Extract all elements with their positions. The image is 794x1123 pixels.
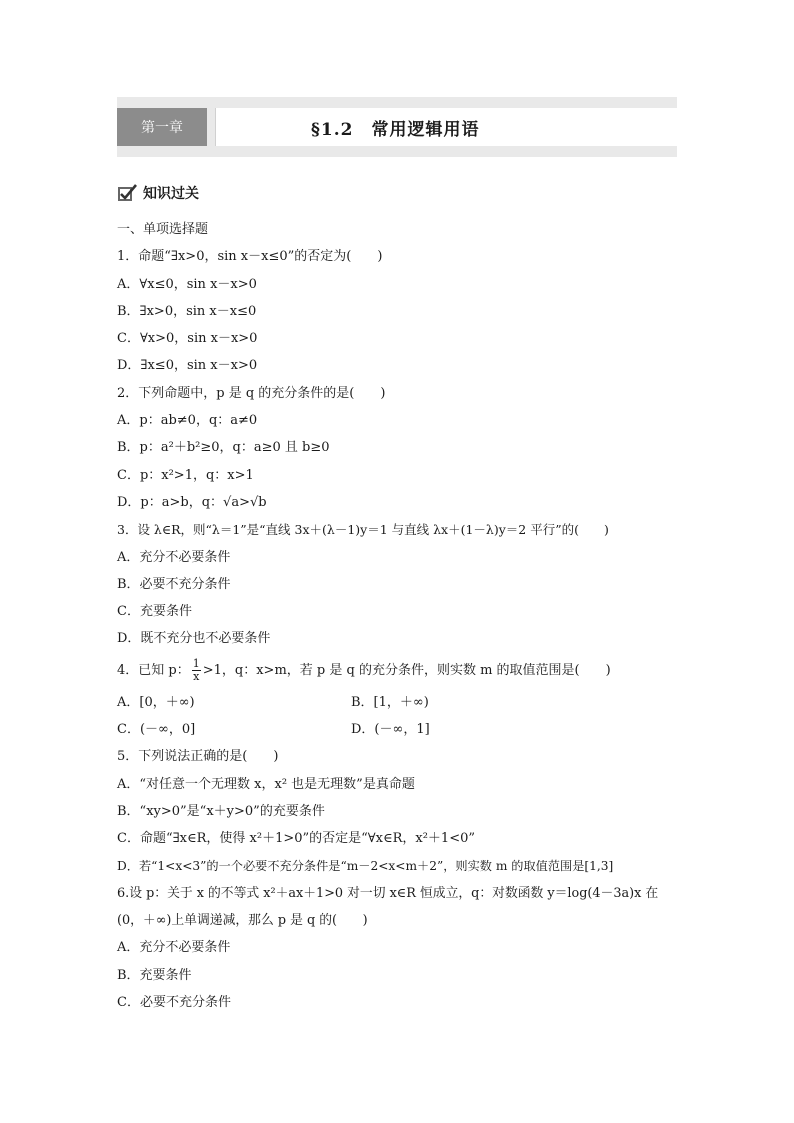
q4-text-post: >1，q：x>m，若 p 是 q 的充分条件，则实数 m 的取值范围是( ) [202,662,611,678]
q2-option-a: A．p：ab≠0，q：a≠0 [117,413,258,429]
q3-option-b: B．必要不充分条件 [117,576,231,592]
q4-option-c: C．(－∞，0] [117,722,196,738]
page-title: §1.2 常用逻辑用语 [311,119,480,140]
title-box [215,108,678,146]
question-6: 6.设 p：关于 x 的不等式 x²＋ax＋1>0 对一切 x∈R 恒成立，q：对数函数 y＝log(4－3a)x 在(0，＋∞)上单调递减，那么 p 是 q 的( ) [117,885,659,929]
section-heading [117,183,199,203]
section-title: 知识过关 [143,186,199,202]
section-label: 一、单项选择题 [117,222,209,237]
checkbox-checked-icon [117,184,137,202]
q4-option-a: A．[0，＋∞) [117,694,195,710]
question-1: 1．命题“∃x>0，sin x－x≤0”的否定为( ) [117,249,383,265]
chapter-tab: 第一章 [117,108,207,146]
q4-fraction [192,658,201,683]
q4-fraction-den: x [193,669,200,683]
q2-option-c: C．p：x²>1，q：x>1 [117,467,254,483]
q3-option-c: C．充要条件 [117,604,192,620]
q1-option-d: D．∃x≤0，sin x－x>0 [117,358,258,374]
q6-option-a: A．充分不必要条件 [117,940,231,956]
q4-options-row-1 [117,689,679,716]
question-2: 2．下列命题中，p 是 q 的充分条件的是( ) [117,385,386,401]
q3-option-d: D．既不充分也不必要条件 [117,631,271,647]
question-content [117,216,679,1016]
q5-option-b: B．“xy>0”是“x＋y>0”的充要条件 [117,803,325,819]
question-4 [117,653,679,689]
q4-option-d: D．(－∞，1] [351,722,430,738]
q1-option-b: B．∃x>0，sin x－x≤0 [117,303,257,319]
q5-option-d: D．若“1<x<3”的一个必要不充分条件是“m－2<x<m＋2”，则实数 m 的取值范围是[1,3] [117,858,614,873]
q2-option-d: D．p：a>b，q：√a>√b [117,494,267,510]
q6-option-c: C．必要不充分条件 [117,995,231,1011]
q4-options-row-2 [117,716,679,743]
q6-option-b: B．充要条件 [117,967,192,983]
q5-option-c: C．命题“∃x∈R，使得 x²＋1>0”的否定是“∀x∈R，x²＋1<0” [117,831,476,847]
q4-text-pre: 4．已知 p： [117,662,190,678]
q2-option-b: B．p：a²＋b²≥0，q：a≥0 且 b≥0 [117,440,330,456]
q3-option-a: A．充分不必要条件 [117,549,231,565]
q4-option-b: B．[1，＋∞) [351,694,429,710]
q5-option-a: A．“对任意一个无理数 x，x² 也是无理数”是真命题 [117,776,415,792]
q1-option-c: C．∀x>0，sin x－x>0 [117,331,258,347]
question-3: 3．设 λ∈R，则“λ＝1”是“直线 3x＋(λ－1)y＝1 与直线 λx＋(1－λ)y＝2 平行”的( ) [117,522,609,538]
q1-option-a: A．∀x≤0，sin x－x>0 [117,276,257,292]
q4-fraction-num: 1 [192,656,200,670]
question-5: 5．下列说法正确的是( ) [117,749,279,765]
